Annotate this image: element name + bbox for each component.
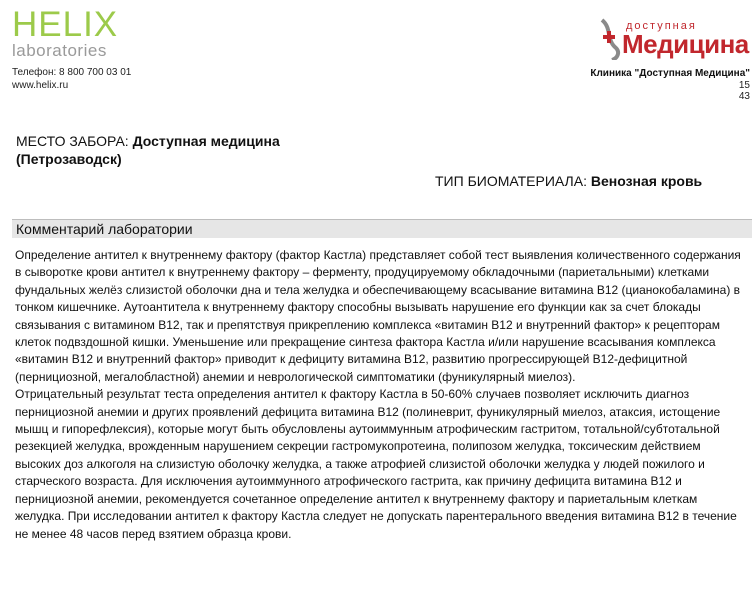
helix-subtitle: laboratories [12,41,107,60]
lab-website[interactable]: www.helix.ru [12,80,69,91]
helix-logo [12,5,119,60]
comment-paragraph-1: Определение антител к внутреннему фактору (фактор Кастла) представляет собой тест выявления количественного содержания в сыворотке крови антител к внутреннему фактору – ферменту, продуцируемому обкладочными (париетальными) клетками фундальных желёз слизистой оболочки дна и тела желудка и обеспечивающему всасывание витамина В12 (цианокобаламина) в тонком кишечнике. Аутоантитела к внутреннему фактору способны вызывать нарушение его функции как за счет блокады связывания с витамином В12, так и препятствуя прикреплению комплекса «витамин В12 и внутренний фактор» к рецепторам клеток подвздошной кишки. Уменьшение или прекращение синтеза фактора Кастла и/или нарушение всасывания комплекса «витамин В12 и внутренний фактор» приводит к дефициту витамина В12, развитию прогрессирующей В12-дефицитной (пернициозной, мегалобластной) анемии и неврологической симптоматики (фуникулярный миелоз). [15,248,741,384]
lab-comment-heading: Комментарий лаборатории [12,219,752,238]
biomaterial-value: Венозная кровь [590,173,703,189]
collection-place-value: Доступная медицина (Петрозаводск) [16,133,280,167]
collection-place-label: МЕСТО ЗАБОРА: [16,133,129,149]
clinic-extra-line-2: 43 [738,91,750,102]
clinic-extra-line-1: 15 [738,80,750,91]
clinic-logo-small: доступная [626,20,697,32]
biomaterial-type [435,172,702,190]
clinic-extra [739,80,750,102]
collection-place [16,132,346,168]
lab-phone: Телефон: 8 800 700 03 01 [12,67,132,78]
clinic-logo-big: Медицина [622,29,749,59]
lab-contacts [12,66,131,92]
comment-paragraph-2: Отрицательный результат теста определения антител к фактору Кастла в 50-60% случаев позволяет исключить диагноз пернициозной анемии и других проявлений дефицита витамина В12 (полиневрит, фуникулярный миелоз, атаксия, истощение мышц и гипорефлексия), которые могут быть обусловлены аутоиммунным атрофическим гастритом, тотальной/субтотальной резекцией желудка, врожденным нарушением секреции гастромукопротеина, полипозом желудка, токсическим действием высоких доз алкоголя на слизистую оболочку желудка, а также атрофией слизистой оболочки желудка у людей пожилого и старческого возраста. Для исключения аутоиммунного атрофического гастрита, как причину дефицита витамина В12 и пернициозной анемии, рекомендуется сочетанное определение антител к внутреннему фактору и париетальным клеткам желудка. При исследовании антител к фактору Кастла следует не допускать парентерального введения витамина В12 в течение не менее 48 часов перед взятием образца крови. [15,387,737,541]
biomaterial-label: ТИП БИОМАТЕРИАЛА: [435,173,587,189]
clinic-logo [598,18,752,60]
lab-comment-body [15,247,745,543]
clinic-name: Клиника "Доступная Медицина" [590,68,750,79]
helix-brand: HELIX [12,5,119,44]
